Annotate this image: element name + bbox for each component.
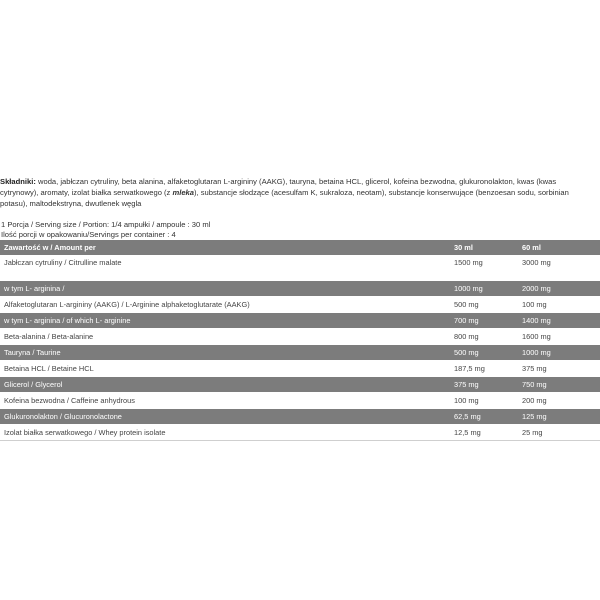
product-label-document	[0, 176, 600, 240]
row-name-cell: w tym L- arginina /	[4, 284, 65, 293]
row-name-cell: Jabłczan cytruliny / Citrulline malate	[4, 258, 122, 267]
table-row	[0, 393, 600, 409]
row-name-cell: Izolat białka serwatkowego / Whey protein isolate	[4, 428, 166, 437]
row-60ml-cell: 1400 mg	[522, 316, 551, 325]
row-60ml-cell: 200 mg	[522, 396, 547, 405]
row-30ml-cell: 1000 mg	[454, 284, 483, 293]
row-name-cell: Glukuronolakton / Glucuronolactone	[4, 412, 122, 421]
row-30ml-cell: 375 mg	[454, 380, 479, 389]
row-name-cell: Beta-alanina / Beta-alanine	[4, 332, 94, 341]
row-name-cell: Betaina HCL / Betaine HCL	[4, 364, 94, 373]
header-60ml-cell: 60 ml	[522, 243, 541, 252]
table-row	[0, 297, 600, 313]
servings-per-container-text: Ilość porcji w opakowaniu/Servings per container : 4	[1, 230, 176, 239]
row-60ml-cell: 2000 mg	[522, 284, 551, 293]
table-row	[0, 281, 600, 297]
row-name-cell: Kofeina bezwodna / Caffeine anhydrous	[4, 396, 135, 405]
row-name-cell: w tym L- arginina / of which L- arginine	[4, 316, 131, 325]
row-60ml-cell: 25 mg	[522, 428, 543, 437]
header-30ml-cell: 30 ml	[454, 243, 473, 252]
table-row	[0, 409, 600, 425]
row-30ml-cell: 500 mg	[454, 348, 479, 357]
row-60ml-cell: 125 mg	[522, 412, 547, 421]
row-30ml-cell: 1500 mg	[454, 258, 483, 267]
portion-info	[0, 220, 600, 240]
allergen-text: mleka	[172, 188, 195, 197]
table-row	[0, 377, 600, 393]
row-30ml-cell: 800 mg	[454, 332, 479, 341]
row-30ml-cell: 100 mg	[454, 396, 479, 405]
row-60ml-cell: 1000 mg	[522, 348, 551, 357]
row-60ml-cell: 3000 mg	[522, 258, 551, 267]
ingredients-paragraph	[0, 176, 599, 209]
row-60ml-cell: 375 mg	[522, 364, 547, 373]
table-row	[0, 425, 600, 441]
table-row	[0, 345, 600, 361]
ingredients-text-end: ), substancje słodzące (acesulfam K, sukraloza, neotam), substancje konserwujące (benzoesan sodu, sorbinian potasu), maltodekstryna, dwutlenek węgla	[0, 188, 569, 208]
row-name-cell: Alfaketoglutaran L-argininy (AAKG) / L-Arginine alphaketoglutarate (AAKG)	[4, 300, 250, 309]
row-60ml-cell: 100 mg	[522, 300, 547, 309]
row-name-cell: Glicerol / Glycerol	[4, 380, 63, 389]
table-row	[0, 329, 600, 345]
row-30ml-cell: 62,5 mg	[454, 412, 481, 421]
table-row	[0, 313, 600, 329]
row-30ml-cell: 700 mg	[454, 316, 479, 325]
nutrition-table	[0, 240, 600, 441]
row-30ml-cell: 500 mg	[454, 300, 479, 309]
header-name-cell: Zawartość w / Amount per	[4, 243, 96, 252]
row-60ml-cell: 750 mg	[522, 380, 547, 389]
row-name-cell: Tauryna / Taurine	[4, 348, 61, 357]
ingredients-label: Składniki:	[0, 177, 36, 186]
table-row	[0, 361, 600, 377]
row-30ml-cell: 187,5 mg	[454, 364, 485, 373]
serving-size-text: 1 Porcja / Serving size / Portion: 1/4 ampułki / ampoule : 30 ml	[1, 220, 211, 229]
row-30ml-cell: 12,5 mg	[454, 428, 481, 437]
row-60ml-cell: 1600 mg	[522, 332, 551, 341]
table-header-row	[0, 240, 600, 256]
table-row	[0, 256, 600, 281]
ingredients-text: woda, jabłczan cytruliny, beta alanina, alfaketoglutaran L-argininy (AAKG), tauryna, betaina HCL, glicerol, kofeina bezwodna, glukuronolakton, kwas (kwas cytrynowy), aromaty, izolat białka serwatkowego (z	[0, 177, 557, 197]
